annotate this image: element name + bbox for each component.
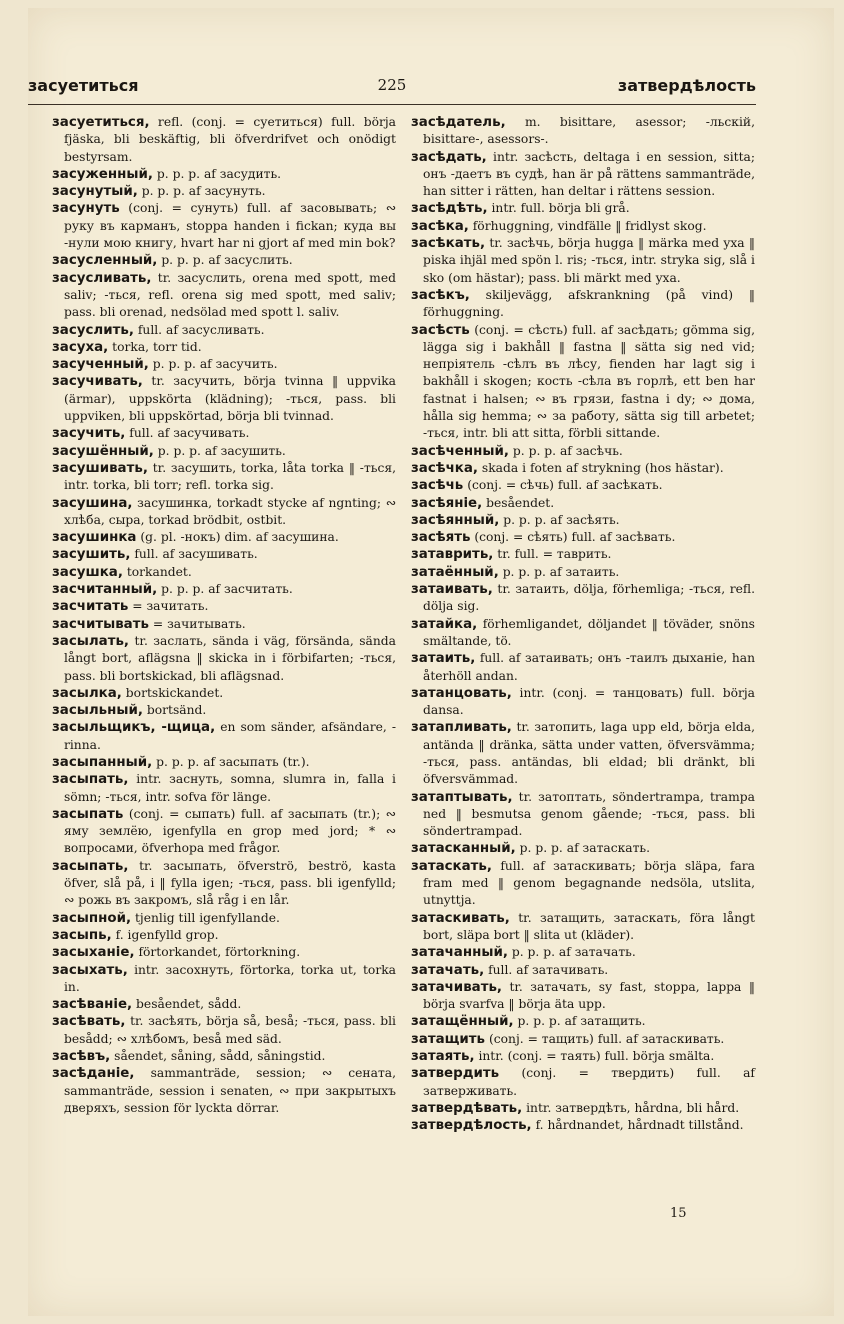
entry-headword: засыпать,	[52, 858, 129, 874]
entry-definition: tr. засѣять, börja så, beså; -ться, pass. bli besådd; ∾ хлѣбомъ, beså med säd.	[64, 1014, 396, 1046]
entry-headword: засуетиться,	[52, 115, 150, 130]
entry-headword: засыпать	[52, 806, 124, 822]
entry-headword: засуха,	[52, 339, 109, 355]
entry-definition: p. p. p. af засѣять.	[499, 512, 620, 527]
entry-definition: p. p. p. af засудить.	[152, 166, 282, 181]
entry-definition: skada i foten af strykning (hos hästar).	[478, 460, 724, 475]
entry-headword: засуслить,	[52, 322, 134, 338]
entry-headword: засыхать,	[52, 962, 128, 978]
entry-definition: en som sänder, afsändare, -rinna.	[64, 720, 396, 752]
dictionary-entry	[411, 581, 755, 616]
entry-definition: förtorkandet, förtorkning.	[134, 945, 301, 960]
page-number: 225	[377, 76, 407, 94]
dictionary-entry	[411, 616, 755, 651]
entry-headword: засѣданіе,	[52, 1066, 135, 1082]
dictionary-entry	[411, 546, 755, 563]
dictionary-entry	[52, 581, 396, 598]
entry-headword: засчитать	[52, 599, 129, 615]
entry-definition: p. p. p. af засчитать.	[157, 582, 293, 597]
entry-definition: tr. засуслить, orena med spott, med saliv; -ться, refl. orena sig med spott, med saliv; pass. bli orenad, nedsölad med spott l. saliv.	[64, 270, 396, 320]
dictionary-entry	[52, 771, 396, 806]
entry-headword: засыханіе,	[52, 945, 135, 961]
dictionary-entry	[411, 443, 755, 460]
entry-definition: intr. засохнуть, förtorka, torka ut, torka in.	[64, 962, 396, 994]
entry-definition: tr. затоптать, söndertrampa, trampa ned ‖ besmutsa genom gående; -ться, pass. bli söndertrampad.	[423, 789, 755, 839]
dictionary-entry	[52, 598, 396, 615]
entry-headword: засчитывать	[52, 616, 149, 632]
entry-headword: засѣдѣть,	[411, 201, 488, 217]
entry-headword: засушина,	[52, 495, 133, 511]
entry-definition: p. p. p. af засыпать (tr.).	[152, 754, 310, 769]
dictionary-entry	[411, 1065, 755, 1100]
entry-headword: затапливать,	[411, 720, 512, 736]
entry-headword: затаскивать,	[411, 910, 510, 926]
dictionary-entry	[411, 1031, 755, 1048]
entry-headword: затайка,	[411, 616, 478, 632]
dictionary-entry	[52, 460, 396, 495]
entry-definition: bortskickandet.	[121, 685, 224, 700]
dictionary-entry	[52, 425, 396, 442]
entry-definition: intr. (conj. = таять) full. börja smälta.	[474, 1049, 715, 1064]
entry-definition: tr. затачать, sy fast, stoppa, lappa ‖ börja svarfva ‖ börja äta upp.	[423, 979, 755, 1012]
entry-headword: засушить,	[52, 547, 131, 563]
entry-definition: засушинка, torkadt stycke af ngnting; ∾ хлѣба, сыра, torkad brödbit, ostbit.	[64, 495, 396, 527]
entry-definition: p. p. p. af засучить.	[148, 357, 278, 372]
entry-headword: затвердѣвать,	[411, 1100, 523, 1116]
dictionary-entry	[411, 495, 755, 512]
entry-definition: f. igenfylld grop.	[111, 927, 219, 942]
entry-definition: besåendet, sådd.	[132, 997, 242, 1012]
dictionary-entry	[52, 373, 396, 425]
entry-headword: засушённый,	[52, 443, 154, 459]
entry-headword: засунутый,	[52, 184, 138, 200]
entry-definition: intr. заснуть, somna, slumra in, falla i sömn; -ться, intr. sofva för länge.	[64, 772, 396, 804]
entry-definition: besåendet.	[482, 495, 555, 510]
entry-headword: засѣваніе,	[52, 997, 133, 1013]
entry-definition: tr. засѣчь, börja hugga ‖ märka med yxa ‖ piska ihjäl med spön l. ris; -ться, intr. stryka sig, slå i sko (om hästar); pass. bli märkt med yxa.	[423, 236, 755, 285]
entry-definition: tr. затащить, затаскать, föra långt bort, släpa bort ‖ slita ut (kläder).	[423, 910, 755, 942]
entry-definition: tr. заслать, sända i väg, försända, sända långt bort, aflägsna ‖ skicka in i förbifarten; -ться, pass. bli bortskickad, bli aflägsnad.	[64, 633, 396, 683]
entry-headword: затаить,	[411, 651, 476, 667]
entry-headword: затаивать,	[411, 582, 493, 598]
entry-definition: intr. (conj. = танцовать) full. börja dansa.	[423, 685, 755, 718]
dictionary-entry	[411, 460, 755, 477]
dictionary-entry	[411, 962, 755, 979]
dictionary-entry	[411, 685, 755, 720]
dictionary-entry	[52, 1048, 396, 1065]
dictionary-entry	[411, 287, 755, 322]
entry-headword: засчитанный,	[52, 582, 158, 598]
entry-headword: засыпной,	[52, 910, 132, 926]
dictionary-entry	[52, 719, 396, 754]
entry-headword: засыпать,	[52, 772, 129, 788]
dictionary-entry	[411, 650, 755, 685]
dictionary-entry	[52, 1013, 396, 1048]
entry-definition: förhemligandet, döljandet ‖ töväder, snöns smältande, tö.	[423, 616, 755, 648]
dictionary-entry	[411, 149, 755, 201]
entry-headword: засѣкать,	[411, 236, 486, 252]
entry-headword: засѣянный,	[411, 512, 500, 528]
entry-definition: = зачитывать.	[148, 616, 246, 631]
entry-definition: p. p. p. af затаить.	[498, 564, 620, 579]
entry-headword: засученный,	[52, 357, 149, 373]
dictionary-entry	[52, 944, 396, 961]
entry-definition: torka, torr tid.	[108, 339, 202, 354]
entry-definition: p. p. p. af затаскать.	[515, 841, 651, 856]
entry-definition: p. p. p. af затачать.	[507, 945, 636, 960]
dictionary-entry	[52, 339, 396, 356]
entry-definition: p. p. p. af засушить.	[153, 443, 286, 458]
dictionary-entry	[411, 1100, 755, 1117]
dictionary-entry	[52, 200, 396, 252]
entry-headword: засѣчка,	[411, 460, 479, 476]
entry-headword: засѣчь	[411, 478, 464, 494]
entry-headword: засѣкъ,	[411, 287, 470, 303]
entry-headword: засунуть	[52, 201, 120, 217]
entry-headword: засѣдатель,	[411, 115, 506, 130]
entry-definition: (conj. = твердить) full. af затверживать.	[423, 1066, 755, 1098]
entry-definition: förhuggning, vindfälle ‖ fridlyst skog.	[468, 218, 707, 233]
page-header	[28, 70, 756, 104]
entry-headword: засушка,	[52, 564, 123, 580]
entry-headword: затачанный,	[411, 945, 508, 961]
dictionary-entry	[52, 806, 396, 858]
entry-definition: (conj. = сунуть) full. af засовывать; ∾ руку въ карманъ, stoppa handen i fickan; куда вы -нули мою книгу, hvart har ni gjort af med min bok?	[64, 201, 396, 251]
dictionary-entry	[411, 235, 755, 287]
entry-headword: засѣять	[411, 530, 471, 546]
entry-headword: затаскать,	[411, 858, 492, 874]
entry-definition: såendet, såning, sådd, såningstid.	[110, 1049, 326, 1064]
entry-headword: затачивать,	[411, 979, 503, 995]
dictionary-entry	[411, 944, 755, 961]
dictionary-entry	[411, 322, 755, 443]
entry-definition: m. bisittare, asessor; -льскій, bisittare-, asessors-.	[423, 115, 755, 147]
entry-definition: tr. засучить, börja tvinna ‖ uppvika (ärmar), uppskörta (klädning); -ться, pass. bli uppviken, bli uppskörtad, börja bli tvinnad.	[64, 374, 396, 424]
entry-headword: засуженный,	[52, 166, 153, 182]
dictionary-entry	[52, 564, 396, 581]
entry-definition: intr. затвердѣть, hårdna, bli hård.	[522, 1100, 740, 1115]
entry-headword: засѣченный,	[411, 443, 509, 459]
entry-definition: = зачитать.	[128, 599, 209, 614]
entry-definition: full. af засучивать.	[125, 426, 250, 441]
entry-headword: затасканный,	[411, 841, 516, 857]
entry-definition: intr. full. börja bli grå.	[487, 201, 630, 216]
entry-headword: засылать,	[52, 633, 130, 649]
entry-definition: tr. засушить, torka, låta torka ‖ -ться, intr. torka, bli torr; refl. torka sig.	[64, 460, 396, 493]
dictionary-entry	[52, 702, 396, 719]
dictionary-entry	[411, 477, 755, 494]
entry-headword: засѣка,	[411, 218, 469, 234]
entry-headword: засѣсть	[411, 322, 470, 338]
dictionary-entry	[411, 512, 755, 529]
dictionary-entry	[411, 564, 755, 581]
dictionary-entry	[52, 166, 396, 183]
entry-headword: затачать,	[411, 962, 485, 978]
dictionary-entry	[52, 910, 396, 927]
entry-definition: bortsänd.	[142, 703, 207, 718]
dictionary-entry	[52, 616, 396, 633]
entry-definition: torkandet.	[122, 564, 192, 579]
entry-headword: затаптывать,	[411, 789, 513, 805]
entry-headword: засусленный,	[52, 253, 158, 269]
entry-definition: sammanträde, session; ∾ сената, sammanträde, session i senaten, ∾ при закрытыхъ дверяхъ, session för lyckta dörrar.	[64, 1066, 396, 1115]
entry-definition: tr. full. = таврить.	[493, 547, 612, 562]
dictionary-entry	[411, 979, 755, 1014]
dictionary-entry	[411, 789, 755, 841]
sheet-number: 15	[670, 1206, 687, 1221]
entry-headword: засыльщикъ, -щица,	[52, 720, 216, 736]
dictionary-entry	[52, 529, 396, 546]
dictionary-entry	[52, 443, 396, 460]
entry-definition: full. af засушивать.	[130, 547, 258, 562]
entry-headword: засыпанный,	[52, 754, 153, 770]
entry-headword: засѣдать,	[411, 149, 487, 165]
entry-definition: skiljevägg, afskrankning (på vind) ‖ förhuggning.	[423, 287, 755, 320]
entry-headword: затанцовать,	[411, 685, 512, 701]
dictionary-entry	[52, 685, 396, 702]
entry-headword: затвердѣлость,	[411, 1118, 532, 1134]
dictionary-entry	[411, 858, 755, 910]
entry-headword: засусливать,	[52, 270, 152, 286]
dictionary-entry	[52, 996, 396, 1013]
entry-headword: засучивать,	[52, 374, 143, 390]
entry-definition: (conj. = сѣять) full. af засѣвать.	[470, 530, 676, 545]
entry-definition: (conj. = тащить) full. af затаскивать.	[485, 1031, 725, 1046]
dictionary-entry	[52, 927, 396, 944]
entry-headword: затаённый,	[411, 564, 499, 580]
dictionary-entry	[52, 633, 396, 685]
entry-headword: затаять,	[411, 1049, 475, 1065]
entry-headword: затаврить,	[411, 547, 494, 563]
dictionary-entry	[52, 252, 396, 269]
entry-definition: tr. засыпать, öfverströ, beströ, kasta öfver, slå på, i ‖ fylla igen; -ться, pass. bli igenfylld; ∾ рожь въ закромъ, slå råg i en lår.	[64, 858, 396, 908]
dictionary-entry	[52, 858, 396, 910]
entry-definition: (conj. = сѣчь) full. af засѣкать.	[463, 478, 663, 493]
entry-definition: tr. затопить, laga upp eld, börja elda, antända ‖ dränka, sätta under vatten, öfversvämma; -ться, pass. antändas, bli eldad; bli dränkt, bli öfversvämmad.	[423, 720, 755, 787]
entry-definition: refl. (conj. = суетиться) full. börja fjäska, bli beskäftig, bli öfverdrifvet och onödigt bestyrsam.	[64, 115, 396, 164]
dictionary-entry	[411, 1117, 755, 1134]
dictionary-entry	[411, 719, 755, 788]
dictionary-entry	[52, 962, 396, 997]
dictionary-entry	[411, 1048, 755, 1065]
entry-headword: затащить	[411, 1031, 486, 1047]
dictionary-entry	[411, 218, 755, 235]
entry-headword: затащённый,	[411, 1014, 514, 1030]
dictionary-entry	[411, 114, 755, 149]
entry-headword: засучить,	[52, 426, 126, 442]
dictionary-entry	[411, 1013, 755, 1030]
dictionary-entry	[52, 356, 396, 373]
dictionary-entry	[52, 114, 396, 166]
entry-definition: tr. затаить, dölja, förhemliga; -ться, refl. dölja sig.	[423, 582, 755, 614]
entry-definition: full. af засусливать.	[133, 322, 265, 337]
left-guide-word: засуетиться	[28, 76, 139, 95]
entry-definition: full. af затаскивать; börja släpa, fara fram med ‖ genom begagnande nedsöla, utslita, utnyttja.	[423, 858, 755, 908]
entry-definition: p. p. p. af затащить.	[513, 1014, 646, 1029]
entry-definition: f. hårdnandet, hårdnadt tillstånd.	[531, 1118, 744, 1133]
entry-headword: засушивать,	[52, 460, 148, 476]
entry-definition: full. af затачивать.	[484, 962, 609, 977]
left-column	[52, 114, 396, 1117]
entry-headword: засылка,	[52, 685, 122, 701]
dictionary-entry	[52, 183, 396, 200]
dictionary-entry	[411, 200, 755, 217]
right-column	[411, 114, 755, 1135]
dictionary-entry	[52, 495, 396, 530]
dictionary-entry	[52, 546, 396, 563]
entry-definition: (conj. = сѣсть) full. af засѣдать; gömma sig, lägga sig i bakhåll ‖ fastna ‖ sätta sig ned vid; непріятель -сѣлъ въ лѣсу, fienden har lagt sig i bakhåll i skogen; кость -сѣла въ горлѣ, ett ben har fastnat i halsen; ∾ въ грязи, fastna i dy; ∾ дома, hålla sig hemma; ∾ за работу, sätta sig till arbetet; -ться, intr. bli att sitta, förbli sittande.	[423, 322, 755, 441]
dictionary-entry	[52, 754, 396, 771]
entry-headword: засѣяніе,	[411, 495, 483, 511]
entry-headword: затвердить	[411, 1066, 500, 1082]
entry-headword: засушинка	[52, 530, 137, 546]
entry-definition: p. p. p. af засуслить.	[157, 253, 293, 268]
dictionary-entry	[411, 840, 755, 857]
entry-definition: (conj. = сыпать) full. af засыпать (tr.); ∾ яму землёю, igenfylla en grop med jord; * ∾ вопросами, öfverhopa med frågor.	[64, 806, 396, 856]
entry-headword: засѣвать,	[52, 1014, 126, 1030]
entry-definition: tjenlig till igenfyllande.	[131, 910, 280, 925]
entry-definition: p. p. p. af засѣчь.	[508, 443, 623, 458]
dictionary-entry	[52, 270, 396, 322]
dictionary-entry	[52, 1065, 396, 1117]
header-rule	[28, 104, 756, 105]
entry-headword: засѣвъ,	[52, 1049, 111, 1065]
entry-headword: засыльный,	[52, 703, 143, 719]
dictionary-entry	[52, 322, 396, 339]
right-guide-word: затвердѣлость	[617, 76, 756, 95]
dictionary-entry	[411, 910, 755, 945]
entry-definition: full. af затаивать; онъ -таилъ дыханіе, han återhöll andan.	[423, 651, 755, 683]
entry-definition: p. p. p. af засунуть.	[137, 184, 266, 199]
entry-definition: (g. pl. -нокъ) dim. af засушина.	[136, 530, 339, 545]
entry-definition: intr. засѣсть, deltaga i en session, sitta; онъ -даетъ въ судѣ, han är på rättens sammanträde, han sitter i rätten, han deltar i rättens session.	[423, 149, 755, 199]
dictionary-entry	[411, 529, 755, 546]
entry-headword: засыпь,	[52, 927, 112, 943]
